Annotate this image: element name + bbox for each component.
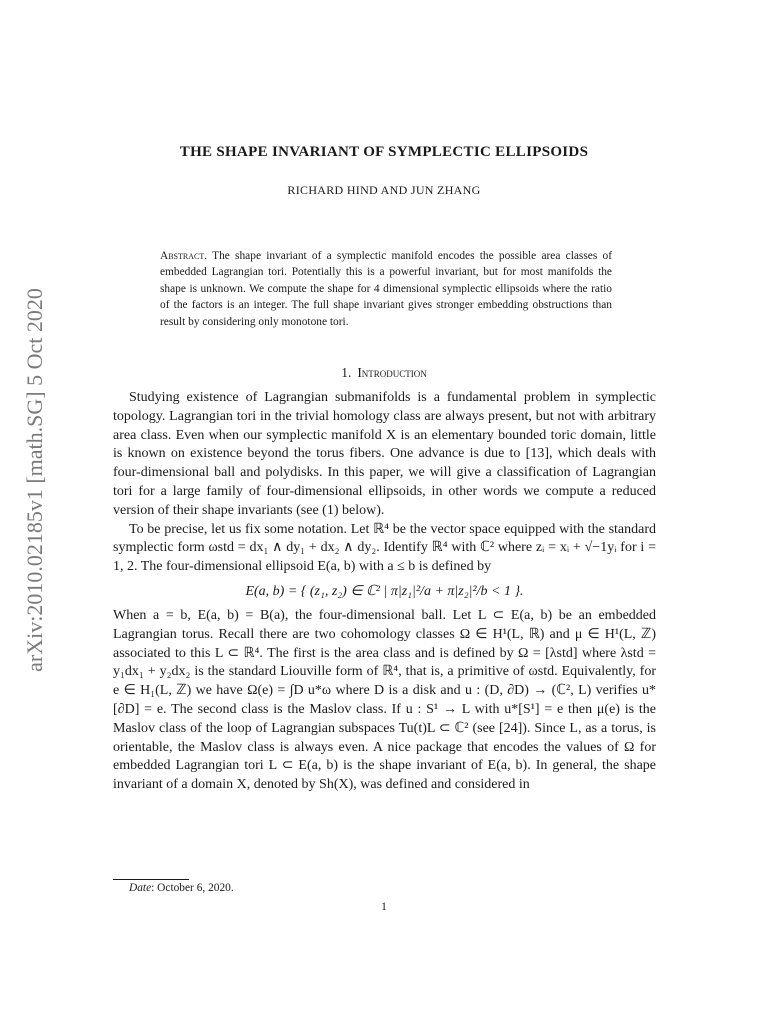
footnote-label: Date xyxy=(129,882,152,894)
paragraph: Studying existence of Lagrangian submanifolds is a fundamental problem in symplectic topology. Lagrangian tori in the trivial homology class are always present, but not with arbitrary area class. Even when our symplectic manifold X is an elementary bounded toric domain, little is known on existence beyond the torus fibers. One advance is due to [13], which deals with four-dimensional ball and polydisks. In this paper, we will give a classification of Lagrangian tori for a large family of four-dimensional ellipsoids, in other words we compute a reduced version of their shape invariants (see (1) below). xyxy=(113,390,656,518)
section-heading xyxy=(0,365,768,381)
footnote-rule xyxy=(113,879,189,880)
footnote xyxy=(129,882,234,894)
section-number: 1. xyxy=(341,365,352,380)
body-text xyxy=(113,389,656,795)
paper-title: THE SHAPE INVARIANT OF SYMPLECTIC ELLIPSOIDS xyxy=(179,144,589,160)
abstract-text: The shape invariant of a symplectic manifold encodes the possible area classes of embedded Lagrangian tori. Potentially this is a powerful invariant, but for most manifolds the shape is unknown. We compute the shape for 4 dimensional symplectic ellipsoids where the ratio of the factors is an integer. The full shape invariant gives stronger embedding obstructions than result by considering only monotone tori. xyxy=(160,250,612,328)
paragraph: When a = b, E(a, b) = B(a), the four-dimensional ball. Let L ⊂ E(a, b) be an embedded Lagrangian torus. Recall there are two cohomology classes Ω ∈ H¹(L, ℝ) and μ ∈ H¹(L, ℤ) associated to this L ⊂ ℝ⁴. The first is the area class and is defined by Ω = [λstd] where λstd = y₁dx₁ + y₂dx₂ is the standard Liouville form of ℝ⁴, that is, a primitive of ωstd. Equivalently, for e ∈ H₁(L, ℤ) we have Ω(e) = ∫D u*ω where D is a disk and u : (D, ∂D) → (ℂ², L) verifies u*[∂D] = e. The second class is the Maslov class. If u : S¹ → L with u*[S¹] = e then μ(e) is the Maslov class of the loop of Lagrangian subspaces Tu(t)L ⊂ ℂ² (see [24]). Since L, as a torus, is orientable, the Maslov class is always even. A nice package that encodes the values of Ω for embedded Lagrangian tori L ⊂ E(a, b) is the shape invariant of E(a, b). In general, the shape invariant of a domain X, denoted by Sh(X), was defined and considered in xyxy=(113,607,656,793)
abstract xyxy=(160,248,612,330)
arxiv-stamp-text: arXiv:2010.02185v1 [math.SG] 5 Oct 2020 xyxy=(22,288,47,672)
arxiv-stamp xyxy=(22,265,48,695)
section-name: Introduction xyxy=(357,365,427,380)
footnote-text: : October 6, 2020. xyxy=(151,882,234,894)
paper-authors: RICHARD HIND AND JUN ZHANG xyxy=(287,183,481,197)
page-number: 1 xyxy=(381,901,387,913)
display-equation: E(a, b) = { (z₁, z₂) ∈ ℂ² | π|z₁|²/a + π|z₂|²/b < 1 }. xyxy=(245,583,524,599)
paragraph: To be precise, let us fix some notation. Let ℝ⁴ be the vector space equipped with the standard symplectic form ωstd = dx₁ ∧ dy₁ + dx₂ ∧ dy₂. Identify ℝ⁴ with ℂ² where zᵢ = xᵢ + √−1yᵢ for i = 1, 2. The four-dimensional ellipsoid E(a, b) with a ≤ b is defined by xyxy=(113,521,656,575)
abstract-label: Abstract. xyxy=(160,250,208,262)
